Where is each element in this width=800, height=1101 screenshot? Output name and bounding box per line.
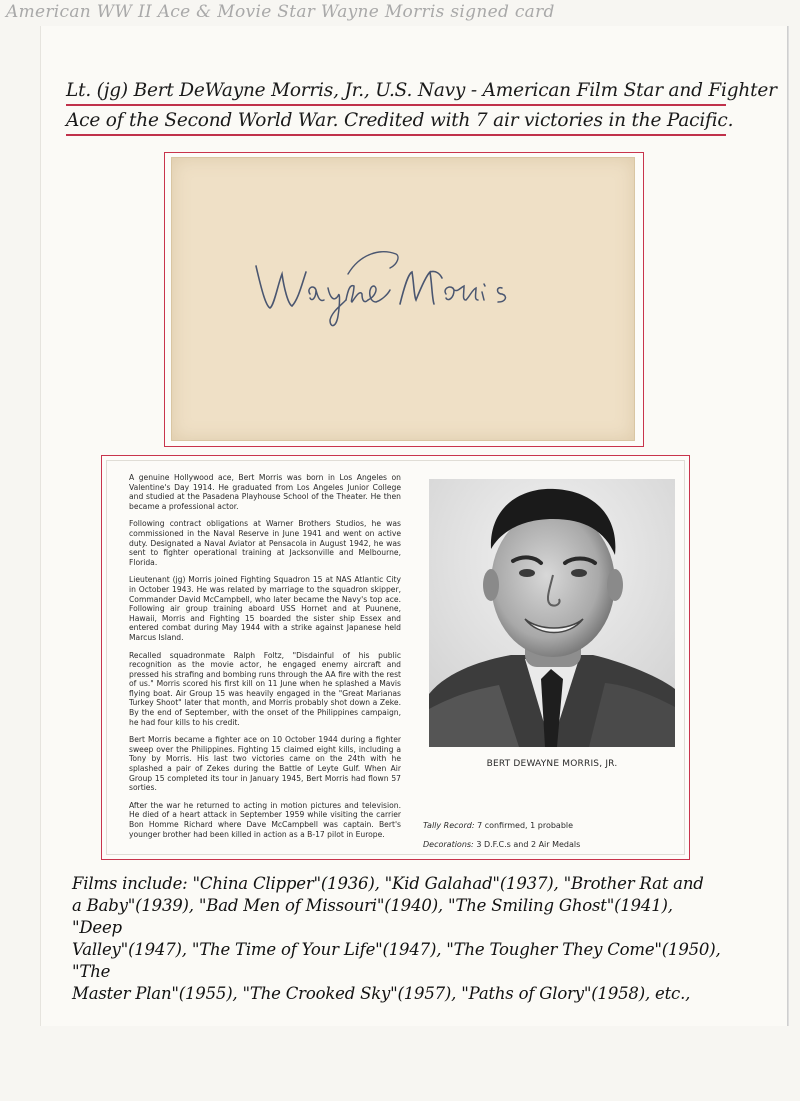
decorations-value: 3 D.F.C.s and 2 Air Medals [476,840,581,849]
tally-record-label: Tally Record: [423,821,475,830]
films-list [72,873,722,1005]
page-heading [66,78,777,138]
bio-paragraph: Lieutenant (jg) Morris joined Fighting Squadron 15 at NAS Atlantic City in October 1943. He was related by marriage to the squadron skipper, Commander David McCampbell, who later became the Navy's top ace. Following air group training aboard USS Hornet and at Puunene, Hawaii, Morris and Fighting 15 boarded the sister ship Essex and entered combat during May 1944 with a strike against Japanese held Marcus Island. [129,575,401,642]
films-line-3: Valley"(1947), "The Time of Your Life"(1947), "The Tougher They Come"(1950), "The [72,940,721,981]
decorations-row [423,840,683,849]
biography-clipping [106,460,685,855]
heading-line-2: Ace of the Second World War. Credited with 7 air victories in the Pacific. [66,108,726,136]
clipping-frame [101,455,690,860]
bio-paragraph: Recalled squadronmate Ralph Foltz, "Disdainful of his public recognition as the movie actor, he engaged enemy aircraft and pressed his strafing and bombing runs through the AA fire with the rest of us." Morris scored his first kill on 11 June when he splashed a Mavis flying boat. Air Group 15 was heavily engaged in the "Great Marianas Turkey Shoot" later that month, and Morris probably shot down a Zeke. By the end of September, with the onset of the Philippines campaign, he had four kills to his credit. [129,650,401,727]
films-line-4: Master Plan"(1955), "The Crooked Sky"(1957), "Paths of Glory"(1958), etc., [72,984,691,1003]
top-handwritten-note: American WW II Ace & Movie Star Wayne Morris signed card [6,2,555,22]
heading-line-1: Lt. (jg) Bert DeWayne Morris, Jr., U.S. Navy - American Film Star and Fighter [66,78,726,106]
portrait-illustration [429,479,675,747]
tally-record-row [423,821,683,830]
signed-card-frame [164,152,644,447]
bio-paragraph: A genuine Hollywood ace, Bert Morris was born in Los Angeles on Valentine's Day 1914. He graduated from Los Angeles Junior College and studied at the Pasadena Playhouse School of the Theater. He then became a professional actor. [129,473,401,511]
bio-paragraph: Bert Morris became a fighter ace on 10 October 1944 during a fighter sweep over the Philippines. Fighting 15 claimed eight kills, including a Tony by Morris. His last two victories came on the 24th with he splashed a pair of Zekes during the Battle of Leyte Gulf. When Air Group 15 completed its tour in January 1945, Bert Morris had flown 57 sorties. [129,735,401,793]
portrait-caption: BERT DEWAYNE MORRIS, JR. [486,759,618,769]
films-line-1: Films include: "China Clipper"(1936), "Kid Galahad"(1937), "Brother Rat and [72,874,704,893]
autograph-signature [250,244,550,334]
bio-paragraph: After the war he returned to acting in motion pictures and television. He died of a heart attack in September 1959 while visiting the carrier Bon Homme Richard where Dave McCampbell was captain. Bert's younger brother had been killed in action as a B-17 pilot in Europe. [129,800,401,839]
tally-info [423,821,683,859]
biography-text [129,473,401,847]
signed-card [171,157,635,441]
tally-record-value: 7 confirmed, 1 probable [477,821,574,830]
portrait-photo [429,479,675,747]
decorations-label: Decorations: [423,840,474,849]
bio-paragraph: Following contract obligations at Warner Brothers Studios, he was commissioned in the Naval Reserve in June 1941 and went on active duty. Designated a Naval Aviator at Pensacola in August 1942, he was sent to fighter operational training at Jacksonville and Melbourne, Florida. [129,519,401,567]
films-line-2: a Baby"(1939), "Bad Men of Missouri"(1940), "The Smiling Ghost"(1941), "Deep [72,896,673,937]
